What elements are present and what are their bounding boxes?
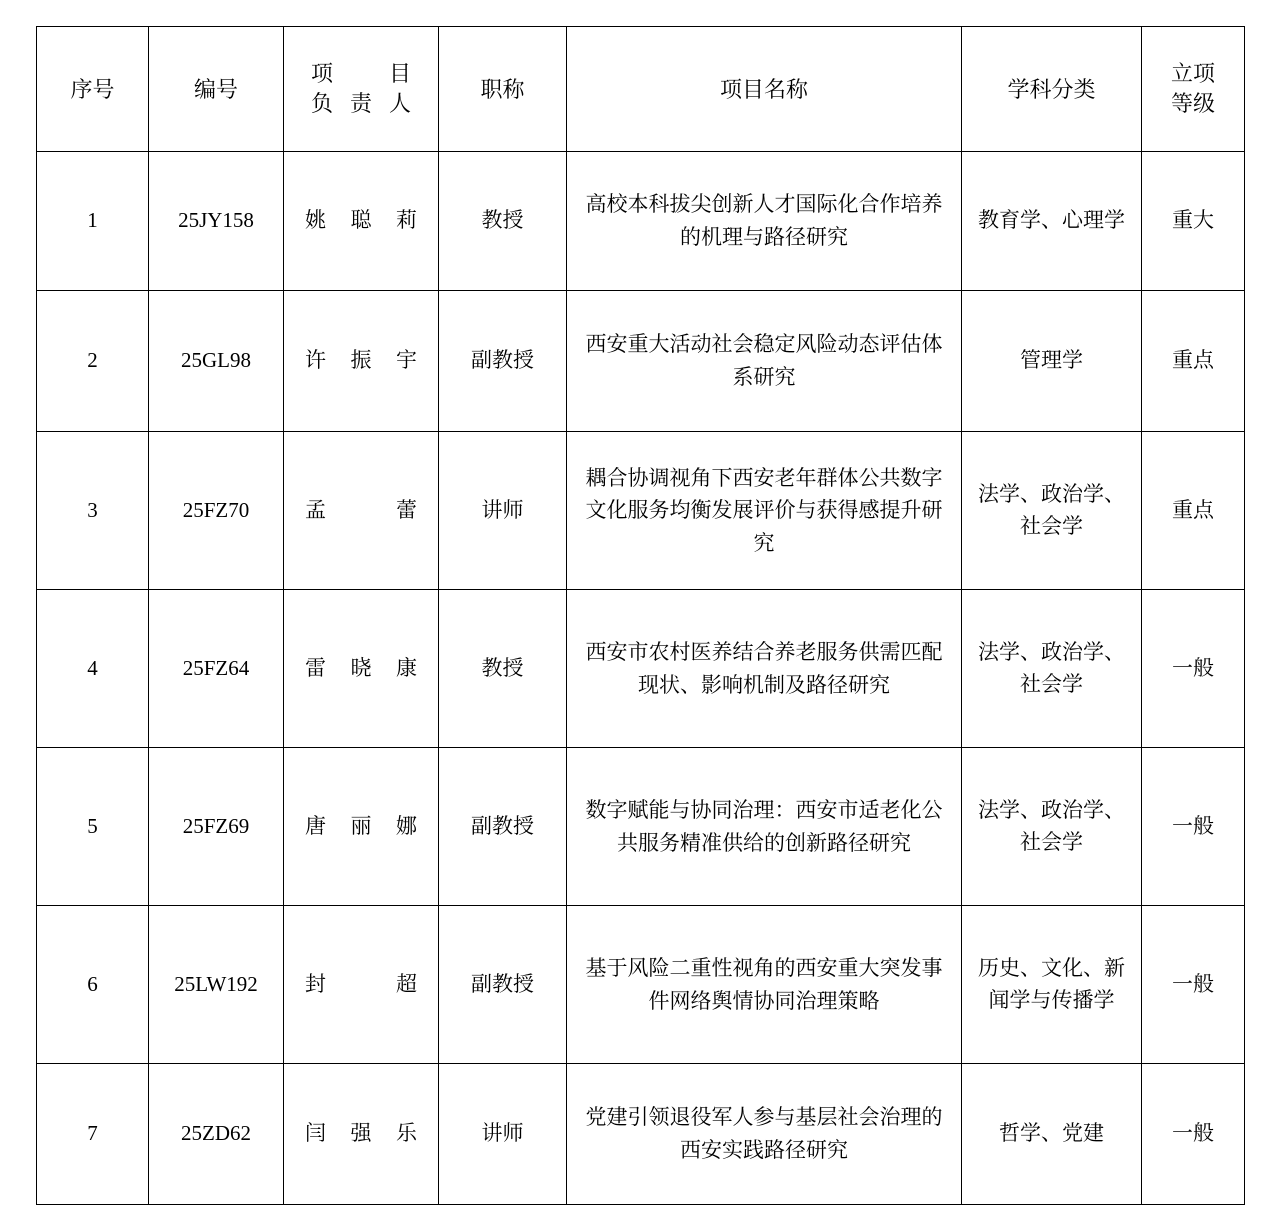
cell-seq: 2 bbox=[37, 291, 149, 432]
cell-title: 教授 bbox=[439, 152, 567, 291]
project-name-text: 高校本科拔尖创新人才国际化合作培养的机理与路径研究 bbox=[585, 192, 943, 249]
cell-leader bbox=[284, 432, 439, 590]
table-row bbox=[37, 1064, 1245, 1205]
cell-level: 重点 bbox=[1142, 291, 1245, 432]
cell-code: 25FZ69 bbox=[149, 748, 284, 906]
cell-leader bbox=[284, 291, 439, 432]
project-name-text: 基于风险二重性视角的西安重大突发事件网络舆情协同治理策略 bbox=[585, 955, 943, 1013]
header-project-name: 项目名称 bbox=[567, 27, 962, 152]
leader-name: 封超 bbox=[305, 971, 417, 996]
project-name-text: 西安重大活动社会稳定风险动态评估体系研究 bbox=[585, 332, 943, 389]
cell-leader bbox=[284, 590, 439, 748]
cell-level: 一般 bbox=[1142, 1064, 1245, 1205]
cell-discipline: 教育学、心理学 bbox=[962, 152, 1142, 291]
cell-project-name bbox=[567, 590, 962, 748]
leader-name: 雷晓康 bbox=[305, 655, 417, 680]
cell-title: 教授 bbox=[439, 590, 567, 748]
header-title: 职称 bbox=[439, 27, 567, 152]
cell-code: 25GL98 bbox=[149, 291, 284, 432]
cell-project-name bbox=[567, 1064, 962, 1205]
cell-code: 25JY158 bbox=[149, 152, 284, 291]
leader-name: 闫强乐 bbox=[305, 1121, 417, 1146]
table-row bbox=[37, 748, 1245, 906]
header-level-line1: 立项 bbox=[1170, 61, 1215, 87]
cell-discipline: 法学、政治学、社会学 bbox=[962, 432, 1142, 590]
cell-discipline: 法学、政治学、社会学 bbox=[962, 590, 1142, 748]
header-leader-line2: 负责人 bbox=[311, 91, 411, 116]
leader-name: 唐丽娜 bbox=[305, 813, 417, 838]
cell-code: 25FZ64 bbox=[149, 590, 284, 748]
cell-code: 25FZ70 bbox=[149, 432, 284, 590]
project-list-table bbox=[36, 26, 1245, 1205]
cell-title: 讲师 bbox=[439, 432, 567, 590]
cell-seq: 7 bbox=[37, 1064, 149, 1205]
table-row bbox=[37, 291, 1245, 432]
header-leader-line1: 项 目 bbox=[311, 61, 411, 87]
cell-leader bbox=[284, 1064, 439, 1205]
cell-level: 一般 bbox=[1142, 590, 1245, 748]
cell-leader bbox=[284, 906, 439, 1064]
cell-title: 副教授 bbox=[439, 906, 567, 1064]
table-header bbox=[37, 27, 1245, 152]
leader-name: 姚聪莉 bbox=[305, 208, 417, 233]
header-code: 编号 bbox=[149, 27, 284, 152]
table-body bbox=[37, 152, 1245, 1205]
cell-discipline: 法学、政治学、社会学 bbox=[962, 748, 1142, 906]
cell-code: 25ZD62 bbox=[149, 1064, 284, 1205]
cell-project-name bbox=[567, 906, 962, 1064]
project-name-text: 数字赋能与协同治理：西安市适老化公共服务精准供给的创新路径研究 bbox=[585, 797, 943, 855]
leader-name: 孟蕾 bbox=[305, 497, 417, 522]
cell-seq: 4 bbox=[37, 590, 149, 748]
cell-title: 讲师 bbox=[439, 1064, 567, 1205]
header-leader bbox=[284, 27, 439, 152]
leader-name: 许振宇 bbox=[305, 348, 417, 373]
cell-title: 副教授 bbox=[439, 291, 567, 432]
table-row bbox=[37, 432, 1245, 590]
cell-seq: 6 bbox=[37, 906, 149, 1064]
cell-project-name bbox=[567, 152, 962, 291]
cell-level: 一般 bbox=[1142, 748, 1245, 906]
cell-discipline: 历史、文化、新闻学与传播学 bbox=[962, 906, 1142, 1064]
cell-discipline: 哲学、党建 bbox=[962, 1064, 1142, 1205]
cell-project-name bbox=[567, 291, 962, 432]
project-name-text: 耦合协调视角下西安老年群体公共数字文化服务均衡发展评价与获得感提升研究 bbox=[585, 465, 943, 555]
table-row bbox=[37, 590, 1245, 748]
cell-level: 一般 bbox=[1142, 906, 1245, 1064]
cell-seq: 1 bbox=[37, 152, 149, 291]
table-header-row bbox=[37, 27, 1245, 152]
project-name-text: 党建引领退役军人参与基层社会治理的西安实践路径研究 bbox=[585, 1105, 943, 1162]
table-row bbox=[37, 906, 1245, 1064]
cell-seq: 3 bbox=[37, 432, 149, 590]
cell-discipline: 管理学 bbox=[962, 291, 1142, 432]
cell-title: 副教授 bbox=[439, 748, 567, 906]
cell-level: 重大 bbox=[1142, 152, 1245, 291]
cell-seq: 5 bbox=[37, 748, 149, 906]
cell-project-name bbox=[567, 748, 962, 906]
header-seq: 序号 bbox=[37, 27, 149, 152]
cell-leader bbox=[284, 748, 439, 906]
header-level bbox=[1142, 27, 1245, 152]
project-name-text: 西安市农村医养结合养老服务供需匹配现状、影响机制及路径研究 bbox=[585, 639, 943, 697]
header-discipline: 学科分类 bbox=[962, 27, 1142, 152]
table-row bbox=[37, 152, 1245, 291]
header-level-line2: 等级 bbox=[1170, 91, 1215, 116]
cell-leader bbox=[284, 152, 439, 291]
cell-level: 重点 bbox=[1142, 432, 1245, 590]
cell-code: 25LW192 bbox=[149, 906, 284, 1064]
cell-project-name bbox=[567, 432, 962, 590]
